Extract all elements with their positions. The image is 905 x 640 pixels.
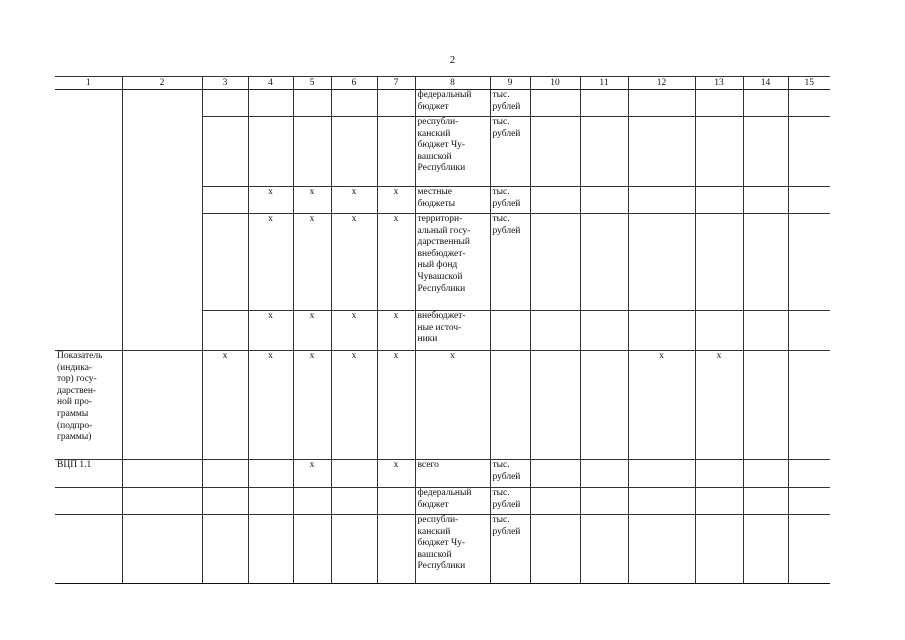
table-cell (293, 488, 331, 515)
table-cell (788, 488, 830, 515)
header-cell: 11 (580, 77, 628, 90)
table-cell (331, 460, 377, 488)
unit-cell (490, 311, 530, 351)
table-row (55, 515, 830, 584)
mark-cell: х (248, 311, 293, 351)
table-cell (248, 460, 293, 488)
table-cell (293, 515, 331, 584)
table-cell (55, 90, 122, 351)
table-cell (122, 90, 202, 351)
header-cell: 2 (122, 77, 202, 90)
mark-cell: х (377, 311, 415, 351)
unit-cell: тыс. рублей (490, 187, 530, 214)
table-cell (377, 117, 415, 187)
table-cell (580, 488, 628, 515)
table-cell (248, 488, 293, 515)
unit-cell: тыс. рублей (490, 488, 530, 515)
table-cell (490, 351, 530, 460)
funding-source-cell: всего (415, 460, 490, 488)
table-cell (202, 488, 248, 515)
header-cell: 3 (202, 77, 248, 90)
table-cell (530, 311, 580, 351)
header-cell: 15 (788, 77, 830, 90)
table-cell (743, 311, 788, 351)
header-cell: 14 (743, 77, 788, 90)
table-cell (377, 488, 415, 515)
table-cell (628, 90, 695, 117)
mark-cell: х (248, 351, 293, 460)
table-cell (580, 515, 628, 584)
header-cell: 8 (415, 77, 490, 90)
table-cell (293, 90, 331, 117)
table-cell (580, 351, 628, 460)
header-row (55, 77, 830, 90)
table-cell (580, 187, 628, 214)
table-cell (788, 214, 830, 311)
funding-source-cell: республи- канский бюджет Чу- вашской Республики (415, 515, 490, 584)
mark-cell: х (377, 214, 415, 311)
funding-source-cell: республи- канский бюджет Чу- вашской Республики (415, 117, 490, 187)
table-cell (743, 515, 788, 584)
unit-cell: тыс. рублей (490, 460, 530, 488)
table-cell (628, 187, 695, 214)
table-cell (248, 117, 293, 187)
table-cell (695, 488, 743, 515)
table-cell (530, 488, 580, 515)
table-cell (695, 90, 743, 117)
table-cell (580, 460, 628, 488)
table-cell (628, 515, 695, 584)
mark-cell: х (293, 351, 331, 460)
table-cell (202, 187, 248, 214)
header-cell: 5 (293, 77, 331, 90)
table-cell (743, 214, 788, 311)
table-cell (695, 187, 743, 214)
table-cell (530, 515, 580, 584)
table-cell (530, 214, 580, 311)
table-cell (580, 311, 628, 351)
mark-cell: х (331, 311, 377, 351)
table-cell (202, 460, 248, 488)
mark-cell: х (293, 460, 331, 488)
mark-cell: х (331, 214, 377, 311)
funding-source-cell: федеральный бюджет (415, 488, 490, 515)
page-number: 2 (449, 54, 456, 66)
table-cell (202, 214, 248, 311)
table-cell (695, 460, 743, 488)
table-cell (580, 117, 628, 187)
table-cell (122, 351, 202, 460)
mark-cell: х (293, 187, 331, 214)
program-code-cell: ВЦП 1.1 (55, 460, 122, 488)
table-cell (202, 311, 248, 351)
mark-cell: х (293, 214, 331, 311)
table-cell (628, 460, 695, 488)
header-cell: 4 (248, 77, 293, 90)
table-cell (580, 214, 628, 311)
table-cell (788, 311, 830, 351)
table-cell (788, 460, 830, 488)
table-cell (202, 117, 248, 187)
unit-cell: тыс. рублей (490, 117, 530, 187)
mark-cell: х (377, 187, 415, 214)
budget-table (55, 76, 830, 584)
table-cell (530, 90, 580, 117)
mark-cell: х (331, 187, 377, 214)
table-cell (377, 90, 415, 117)
table-cell (530, 460, 580, 488)
header-cell: 10 (530, 77, 580, 90)
mark-cell: х (248, 187, 293, 214)
table-row (55, 351, 830, 460)
table-cell (377, 515, 415, 584)
table-cell (331, 488, 377, 515)
table-cell (202, 90, 248, 117)
indicator-label-cell: Показатель (индика- тор) госу- дарствен- ной про- граммы (подпро- граммы) (55, 351, 122, 460)
mark-cell: х (628, 351, 695, 460)
mark-cell: х (695, 351, 743, 460)
table-cell (788, 90, 830, 117)
table-cell (331, 90, 377, 117)
table-cell (788, 351, 830, 460)
table-cell (202, 515, 248, 584)
table-cell (628, 311, 695, 351)
table-cell (122, 488, 202, 515)
table-cell (743, 90, 788, 117)
table-cell (580, 90, 628, 117)
table-row (55, 460, 830, 488)
table-cell (628, 117, 695, 187)
header-cell: 7 (377, 77, 415, 90)
header-cell: 9 (490, 77, 530, 90)
table-cell (743, 117, 788, 187)
table-cell (788, 187, 830, 214)
header-cell: 1 (55, 77, 122, 90)
table-cell (695, 311, 743, 351)
table-cell (331, 117, 377, 187)
mark-cell: х (331, 351, 377, 460)
funding-source-cell: федеральный бюджет (415, 90, 490, 117)
table-cell (122, 515, 202, 584)
table-cell (695, 515, 743, 584)
header-cell: 6 (331, 77, 377, 90)
unit-cell: тыс. рублей (490, 90, 530, 117)
table-cell (122, 460, 202, 488)
table-cell (530, 117, 580, 187)
table-cell (530, 187, 580, 214)
mark-cell: х (415, 351, 490, 460)
mark-cell: х (377, 460, 415, 488)
table-cell (788, 515, 830, 584)
table-cell (628, 214, 695, 311)
mark-cell: х (202, 351, 248, 460)
table-cell (743, 187, 788, 214)
mark-cell: х (377, 351, 415, 460)
table-cell (743, 488, 788, 515)
header-cell: 12 (628, 77, 695, 90)
table-cell (55, 515, 122, 584)
mark-cell: х (293, 311, 331, 351)
header-cell: 13 (695, 77, 743, 90)
table-cell (743, 351, 788, 460)
mark-cell: х (248, 214, 293, 311)
unit-cell: тыс. рублей (490, 515, 530, 584)
table-cell (293, 117, 331, 187)
unit-cell: тыс. рублей (490, 214, 530, 311)
table-cell (628, 488, 695, 515)
table-cell (695, 214, 743, 311)
table-cell (55, 488, 122, 515)
table-cell (695, 117, 743, 187)
table-row (55, 488, 830, 515)
table-cell (743, 460, 788, 488)
funding-source-cell: внебюджет- ные источ- ники (415, 311, 490, 351)
table-cell (331, 515, 377, 584)
table-cell (248, 515, 293, 584)
funding-source-cell: территори- альный госу- дарственный внебюджет- ный фонд Чувашской Республики (415, 214, 490, 311)
table-cell (788, 117, 830, 187)
table-cell (530, 351, 580, 460)
table-row (55, 90, 830, 117)
table-cell (248, 90, 293, 117)
funding-source-cell: местные бюджеты (415, 187, 490, 214)
